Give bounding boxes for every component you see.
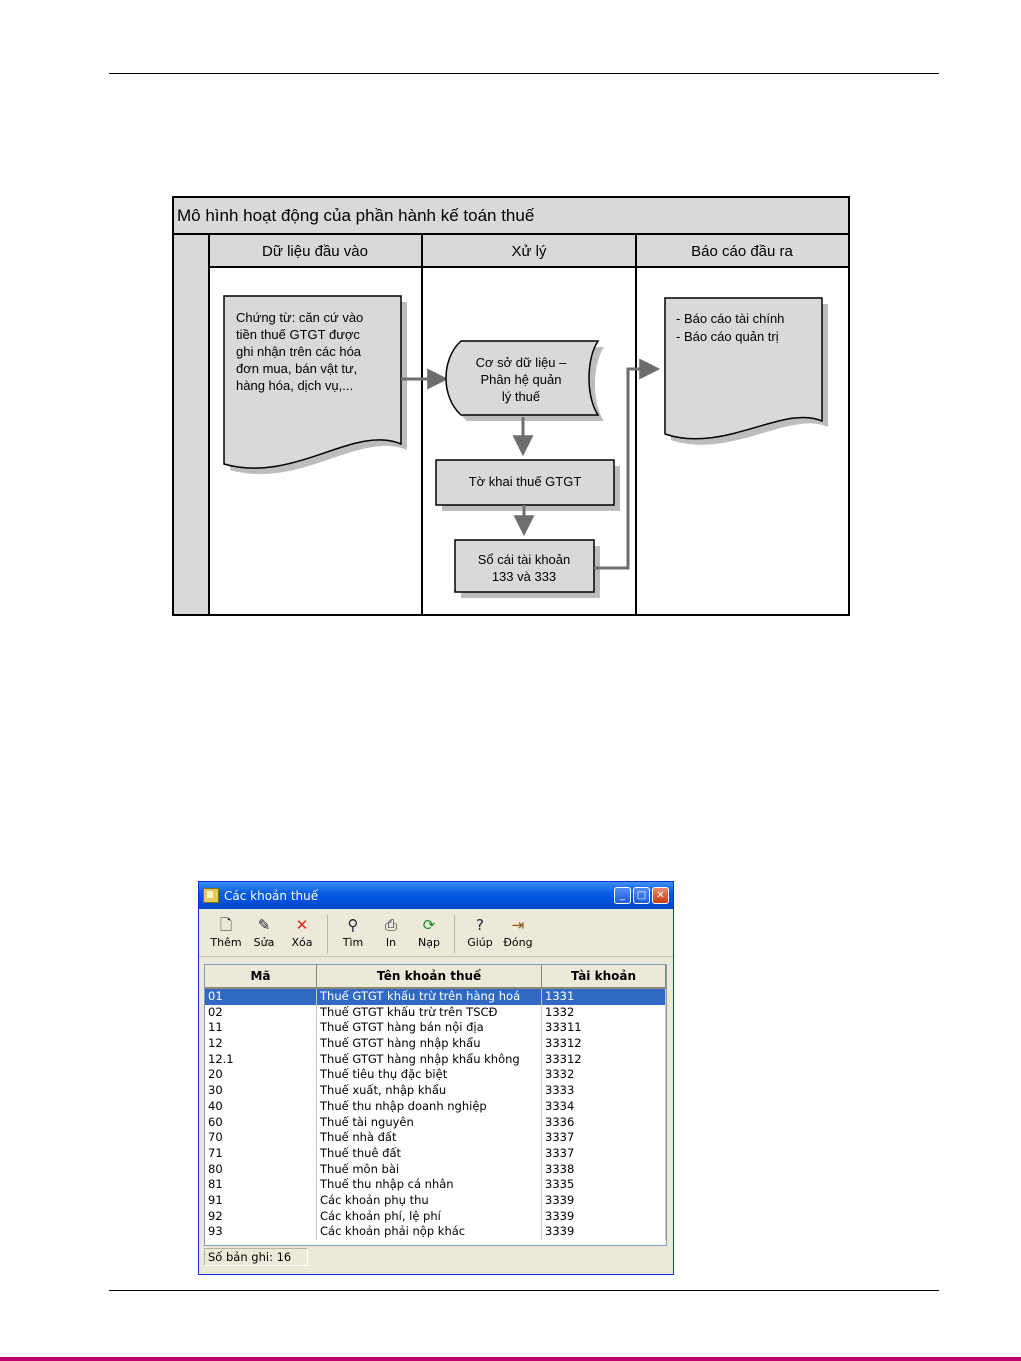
svg-text:tiền thuế GTGT được: tiền thuế GTGT được: [236, 327, 360, 342]
close-button[interactable]: ✕: [652, 887, 669, 904]
find-label: Tìm: [342, 936, 364, 949]
cell-code: 40: [205, 1099, 317, 1115]
cell-code: 93: [205, 1224, 317, 1240]
cell-code: 81: [205, 1177, 317, 1193]
table-row[interactable]: [205, 1193, 666, 1209]
maximize-button[interactable]: □: [633, 887, 650, 904]
table-row[interactable]: [205, 1052, 666, 1068]
svg-text:- Báo cáo tài chính: - Báo cáo tài chính: [676, 311, 785, 326]
window-title: Các khoản thuế: [224, 888, 319, 903]
reload-icon: ⟳: [422, 916, 436, 934]
cell-code: 30: [205, 1083, 317, 1099]
cell-name: Thuế thu nhập cá nhân: [317, 1177, 542, 1193]
svg-text:ghi nhận trên các hóa: ghi nhận trên các hóa: [236, 344, 362, 359]
status-bar: [204, 1248, 667, 1268]
cell-account: 3339: [542, 1209, 666, 1225]
exit-label: Đóng: [503, 936, 533, 949]
cell-account: 3338: [542, 1162, 666, 1178]
cell-account: 3339: [542, 1193, 666, 1209]
cell-name: Thuế GTGT khấu trừ trên hàng hoá: [317, 989, 542, 1005]
cell-name: Thuế GTGT hàng bán nội địa: [317, 1020, 542, 1036]
cell-name: Các khoản phải nộp khác: [317, 1224, 542, 1240]
svg-text:Chứng từ: căn cứ vào: Chứng từ: căn cứ vào: [236, 310, 364, 325]
cell-account: 3337: [542, 1146, 666, 1162]
cell-account: 3335: [542, 1177, 666, 1193]
cell-name: Thuế GTGT khấu trừ trên TSCĐ: [317, 1005, 542, 1021]
tax-accounting-flow-diagram: [0, 0, 1021, 640]
find-button[interactable]: [334, 915, 372, 949]
add-button[interactable]: [207, 915, 245, 949]
cell-code: 11: [205, 1020, 317, 1036]
edit-label: Sửa: [253, 936, 275, 949]
table-row[interactable]: [205, 1005, 666, 1021]
cell-name: Thuế nhà đất: [317, 1130, 542, 1146]
lane-title-process: Xử lý: [511, 243, 547, 260]
table-row[interactable]: [205, 1083, 666, 1099]
cell-name: Thuế thuê đất: [317, 1146, 542, 1162]
diagram-title: Mô hình hoạt động của phần hành kế toán thuế: [177, 206, 535, 225]
delete-x-icon: ✕: [295, 916, 309, 934]
cell-name: Các khoản phí, lệ phí: [317, 1209, 542, 1225]
column-header-account[interactable]: Tài khoản: [542, 965, 666, 989]
help-icon: ?: [476, 916, 484, 934]
svg-text:lý thuế: lý thuế: [501, 389, 541, 404]
svg-text:- Báo cáo quản trị: - Báo cáo quản trị: [676, 329, 779, 344]
reload-button[interactable]: [410, 915, 448, 949]
table-row[interactable]: [205, 1020, 666, 1036]
window-titlebar[interactable]: [199, 882, 673, 909]
app-book-icon: [203, 888, 219, 903]
cell-name: Thuế GTGT hàng nhập khẩu không: [317, 1052, 542, 1068]
printer-icon: ⎙: [384, 916, 397, 934]
cell-code: 12.1: [205, 1052, 317, 1068]
column-header-name[interactable]: Tên khoản thuế: [317, 965, 542, 989]
pool-side-bar: [173, 234, 209, 615]
cell-code: 20: [205, 1067, 317, 1083]
delete-label: Xóa: [291, 936, 313, 949]
cell-account: 3333: [542, 1083, 666, 1099]
svg-text:133 và 333: 133 và 333: [491, 569, 557, 584]
cell-code: 92: [205, 1209, 317, 1225]
cell-code: 60: [205, 1115, 317, 1131]
table-row[interactable]: [205, 1130, 666, 1146]
cell-code: 01: [205, 989, 317, 1005]
cell-account: 3332: [542, 1067, 666, 1083]
toolbar-separator: [327, 915, 328, 953]
cell-account: 33312: [542, 1052, 666, 1068]
table-row[interactable]: [205, 1115, 666, 1131]
delete-button[interactable]: [283, 915, 321, 949]
column-header-code[interactable]: Mã: [205, 965, 317, 989]
cell-account: 33311: [542, 1020, 666, 1036]
edit-icon: ✎: [257, 916, 271, 934]
cell-name: Thuế xuất, nhập khẩu: [317, 1083, 542, 1099]
cell-account: 3337: [542, 1130, 666, 1146]
tax-items-window: [198, 881, 674, 1275]
exit-door-icon: ⇥: [511, 916, 525, 934]
cell-code: 91: [205, 1193, 317, 1209]
svg-text:hàng hóa, dịch vụ,...: hàng hóa, dịch vụ,...: [236, 378, 354, 393]
table-row[interactable]: [205, 1067, 666, 1083]
cell-account: 1332: [542, 1005, 666, 1021]
table-row[interactable]: [205, 1146, 666, 1162]
svg-text:đơn mua, bán vật tư,: đơn mua, bán vật tư,: [236, 361, 358, 376]
record-count: Số bản ghi: 16: [204, 1248, 308, 1266]
input-document-text: [236, 310, 363, 393]
cell-name: Thuế tài nguyên: [317, 1115, 542, 1131]
print-label: In: [385, 936, 397, 949]
svg-text:Cơ sở dữ liệu –: Cơ sở dữ liệu –: [475, 355, 567, 370]
toolbar: [199, 909, 673, 957]
table-row[interactable]: [205, 1224, 666, 1240]
cell-code: 70: [205, 1130, 317, 1146]
grid-header: [205, 965, 666, 989]
cell-name: Các khoản phụ thu: [317, 1193, 542, 1209]
table-row[interactable]: [205, 1177, 666, 1193]
cell-account: 33312: [542, 1036, 666, 1052]
table-row[interactable]: [205, 1036, 666, 1052]
table-row[interactable]: [205, 1209, 666, 1225]
cell-account: 3339: [542, 1224, 666, 1240]
cell-code: 12: [205, 1036, 317, 1052]
cell-code: 71: [205, 1146, 317, 1162]
new-document-icon: 🗋: [219, 916, 233, 934]
footer-stripe: [0, 1357, 1021, 1361]
cell-account: 3334: [542, 1099, 666, 1115]
cell-account: 3336: [542, 1115, 666, 1131]
declaration-text: Tờ khai thuế GTGT: [468, 474, 582, 489]
table-row[interactable]: [205, 1162, 666, 1178]
lane-title-output: Báo cáo đầu ra: [691, 243, 793, 260]
cell-name: Thuế môn bài: [317, 1162, 542, 1178]
toolbar-separator: [454, 915, 455, 953]
table-row[interactable]: [205, 1099, 666, 1115]
print-button[interactable]: [372, 915, 410, 949]
add-label: Thêm: [210, 936, 242, 949]
minimize-button[interactable]: _: [614, 887, 631, 904]
svg-text:Sổ cái tài khoản: Sổ cái tài khoản: [477, 552, 571, 567]
help-label: Giúp: [467, 936, 493, 949]
cell-code: 80: [205, 1162, 317, 1178]
grid-body: [205, 989, 666, 1240]
svg-text:Phân hệ quản: Phân hệ quản: [480, 372, 562, 387]
cell-account: 1331: [542, 989, 666, 1005]
tax-items-grid[interactable]: [204, 964, 667, 1246]
reload-label: Nạp: [418, 936, 440, 949]
cell-name: Thuế GTGT hàng nhập khẩu: [317, 1036, 542, 1052]
cell-code: 02: [205, 1005, 317, 1021]
binoculars-icon: ⚲: [347, 916, 359, 934]
footer-rule: [109, 1290, 939, 1291]
edit-button[interactable]: [245, 915, 283, 949]
lane-title-input: Dữ liệu đầu vào: [262, 243, 368, 260]
cell-name: Thuế tiêu thụ đặc biệt: [317, 1067, 542, 1083]
cell-name: Thuế thu nhập doanh nghiệp: [317, 1099, 542, 1115]
help-button[interactable]: [461, 915, 499, 949]
table-row[interactable]: [205, 989, 666, 1005]
exit-button[interactable]: [499, 915, 537, 949]
